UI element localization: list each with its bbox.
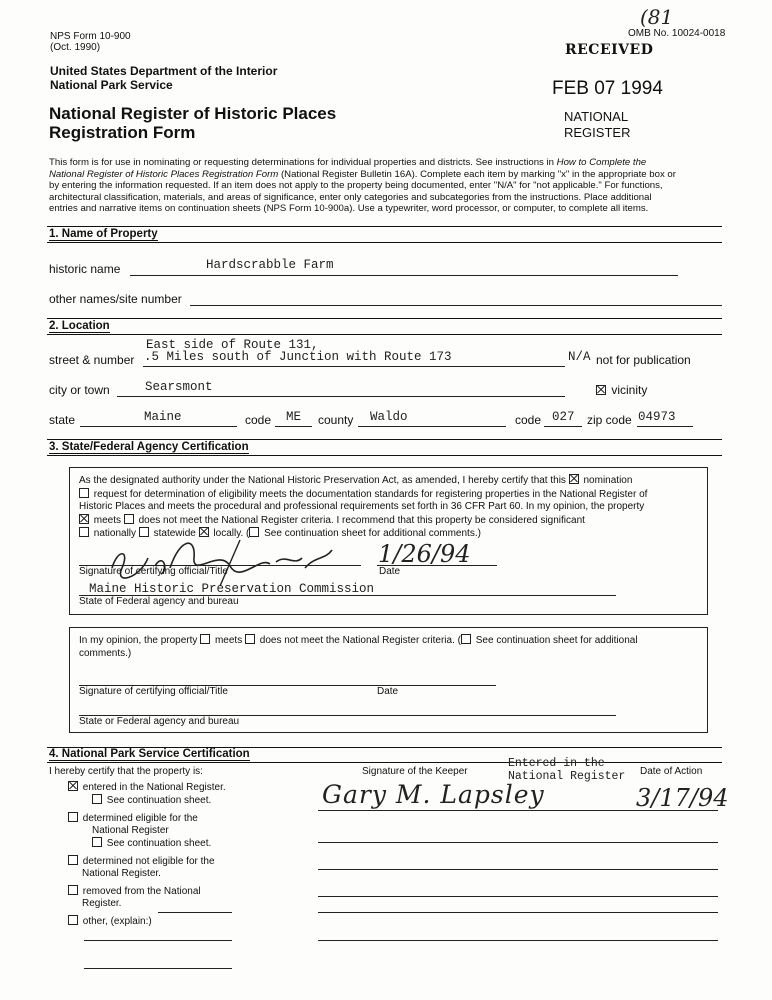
form-date-text: (Oct. 1990) [50,42,101,53]
opt-not-eligible: determined not eligible for the [82,856,215,867]
agency2-label: State or Federal agency and bureau [79,716,240,727]
service-name: National Park Service [50,78,173,92]
page-title-line1: National Register of Historic Places [49,104,337,123]
street-line2-field[interactable]: .5 Miles south of Junction with Route 173 [144,350,452,364]
does-not-meet-checkbox[interactable] [124,514,134,524]
state-field[interactable]: Maine [144,410,182,424]
section2-title [49,320,110,332]
certifying-signature [100,538,350,588]
cert-continuation: See continuation sheet for additional comments.) [264,528,481,539]
section3-title [49,441,249,453]
keeper-line-2 [318,842,718,843]
section3-bottom-rule [47,455,722,456]
zip-field[interactable]: 04973 [638,410,676,424]
handwritten-number: (81 [640,5,674,29]
keeper-signature: Gary M. Lapsley [322,780,545,809]
opinion-line1d: See continuation sheet for additional [475,635,638,646]
keeper-label: Signature of the Keeper [362,766,468,777]
eligible-checkbox[interactable] [68,812,78,822]
keeper-line-5 [318,912,718,913]
zip-label: zip code [587,413,632,427]
date-of-action-label: Date of Action [640,766,703,777]
other-names-line [190,305,722,306]
nps-options [68,781,226,928]
section4-intro: I hereby certify that the property is: [49,766,203,777]
opt-eligible: determined eligible for the [82,813,198,824]
historic-name-field[interactable]: Hardscrabble Farm [206,258,334,272]
date-label: Date [379,566,401,577]
received-date-stamp: FEB 07 1994 [552,78,663,99]
county-field[interactable]: Waldo [370,410,408,424]
na-mark: N/A [568,350,591,364]
city-field[interactable]: Searsmont [145,380,213,394]
street-line1-field[interactable]: East side of Route 131, [146,338,319,352]
state-line [80,426,237,427]
not-publication-label: not for publication [596,353,691,367]
received-stamp: RECEIVED [565,42,654,58]
request-checkbox[interactable] [79,488,89,498]
section4-title [49,748,250,760]
state-code-field[interactable]: ME [286,410,302,424]
meets-checkbox[interactable] [79,514,89,524]
other-names-label: other names/site number [49,292,182,306]
signature-label: Signature of certifying official/Title [79,566,228,577]
page-title-line2: Registration Form [49,123,196,142]
nationally-checkbox[interactable] [79,527,89,537]
signature2-label: Signature of certifying official/Title [79,686,228,697]
omb-number: OMB No. 10024-0018 [628,28,726,39]
intro-line5: entries and narrative items on continuation sheets (NPS Form 10-900a). Use a typewriter, word processor, or computer, to complete all items. [49,203,649,214]
action-date-handwritten: 3/17/94 [636,784,729,812]
certification-text [79,474,699,541]
opinion-not-meet-checkbox[interactable] [245,634,255,644]
opinion-meets-checkbox[interactable] [200,634,210,644]
intro-line3: by entering the information requested. If an item does not apply to the property being documented, enter "N/A" for "not applicable." For functions, [49,180,663,191]
opt-eligible-line2: National Register [92,825,169,836]
intro-line1b: How to Complete the [556,157,647,168]
county-line [358,426,506,427]
continuation-checkbox-1[interactable] [249,527,259,537]
section2-bottom-rule [47,334,722,335]
zip-line [637,426,693,427]
opinion-text [79,634,699,660]
section3-title-text: 3. State/Federal Agency Certification [49,441,249,453]
state-label: state [49,413,76,427]
opt-entered-continuation: See continuation sheet. [106,795,212,806]
street-label: street & number [49,353,135,367]
keeper-line-1 [318,810,718,811]
vicinity-checkbox-row [596,383,647,397]
state-code-label: code [245,413,272,427]
cert-locally: locally. ( [213,528,250,539]
cert-line1b: nomination [583,475,633,486]
section1-bottom-rule [47,242,722,243]
section1-top-rule [47,226,722,227]
historic-name-line [130,275,678,276]
opt-removed-line2: Register. [82,898,122,909]
other-line-3 [84,968,232,969]
vicinity-checkbox[interactable] [596,385,606,395]
intro-line1a: This form is for use in nominating or requesting determinations for individual properties and districts. See instructions in [49,157,557,168]
cert-line3: Historic Places and meets the procedural and professional requirements set forth in 36 CFR Part 60. In my opinion, the property [79,501,645,512]
statewide-checkbox[interactable] [139,527,149,537]
removed-checkbox[interactable] [68,885,78,895]
entered-stamp-line1: Entered in the [508,757,605,770]
dept-name: United States Department of the Interior [50,64,278,78]
date2-label: Date [377,686,399,697]
entered-stamp-line2: National Register [508,770,626,783]
county-code-field[interactable]: 027 [552,410,575,424]
cert-meets: meets [93,514,122,526]
opt-entered: entered in the National Register. [82,782,226,793]
cert-line4b: does not meet the National Register criteria. I recommend that this property be considered significant [138,514,585,526]
page-title [49,104,336,142]
intro-line4: architectural classification, materials, and areas of significance, enter only categories and subcategories from the instructions. Place additional [49,191,652,203]
instructions [49,157,729,215]
other-line-2 [84,940,232,941]
section4-title-text: 4. National Park Service Certification [49,748,250,760]
keeper-line-4 [318,896,718,897]
certification-date-handwritten: 1/26/94 [378,540,471,568]
state-code-line [275,426,312,427]
locally-checkbox[interactable] [199,527,209,537]
other-explain-line [158,912,232,913]
cert-line1a: As the designated authority under the National Historic Preservation Act, as amended, I hereby certify that this [79,475,566,486]
nomination-checkbox[interactable] [569,474,579,484]
not-eligible-checkbox[interactable] [68,855,78,865]
cert-line2: request for determination of eligibility meets the documentation standards for registering properties in the National Register of [93,488,648,500]
opinion-meets: meets [214,635,243,646]
section1-title-text: 1. Name of Property [49,228,158,240]
intro-line2a: National Register of Historic Places Registration Form [49,168,279,180]
county-code-label: code [515,413,542,427]
opinion-continuation-checkbox[interactable] [461,634,471,644]
section2-top-rule [47,318,722,319]
intro-line2b: (National Register Bulletin 16A). Complete each item by marking "x" in the appropriate box or [278,168,676,180]
agency-label: State of Federal agency and bureau [79,596,239,607]
agency-field[interactable]: Maine Historic Preservation Commission [89,582,375,596]
city-label: city or town [49,383,110,397]
section2-title-text: 2. Location [49,320,110,332]
opinion-line1c: does not meet the National Register criteria. ( [259,635,461,646]
street-line [143,366,565,367]
stamp-national: NATIONAL [564,109,629,124]
cert-statewide: statewide [153,528,196,539]
entered-checkbox[interactable] [68,781,78,791]
opinion-line1a: In my opinion, the property [79,635,198,646]
historic-name-label: historic name [49,262,121,276]
form-number-text: NPS Form 10-900 [50,31,131,42]
eligible-continuation-checkbox[interactable] [92,837,102,847]
opt-not-eligible-line2: National Register. [82,868,161,879]
other-checkbox[interactable] [68,915,78,925]
national-register-stamp [564,109,630,141]
entered-continuation-checkbox[interactable] [92,794,102,804]
form-number [50,31,131,53]
opinion-line2: comments.) [79,647,132,659]
opt-removed: removed from the National [82,886,201,897]
stamp-register: REGISTER [564,125,631,140]
opt-other: other, (explain:) [82,916,152,927]
county-label: county [318,413,354,427]
cert-nationally: nationally [93,528,137,539]
agency-header [50,64,277,92]
keeper-line-3 [318,869,718,870]
section3-top-rule [47,439,722,440]
keeper-line-6 [318,940,718,941]
section1-title [49,228,158,240]
county-code-line [544,426,582,427]
vicinity-label: vicinity [611,383,648,397]
opt-eligible-continuation: See continuation sheet. [106,838,212,849]
city-line [117,396,565,397]
